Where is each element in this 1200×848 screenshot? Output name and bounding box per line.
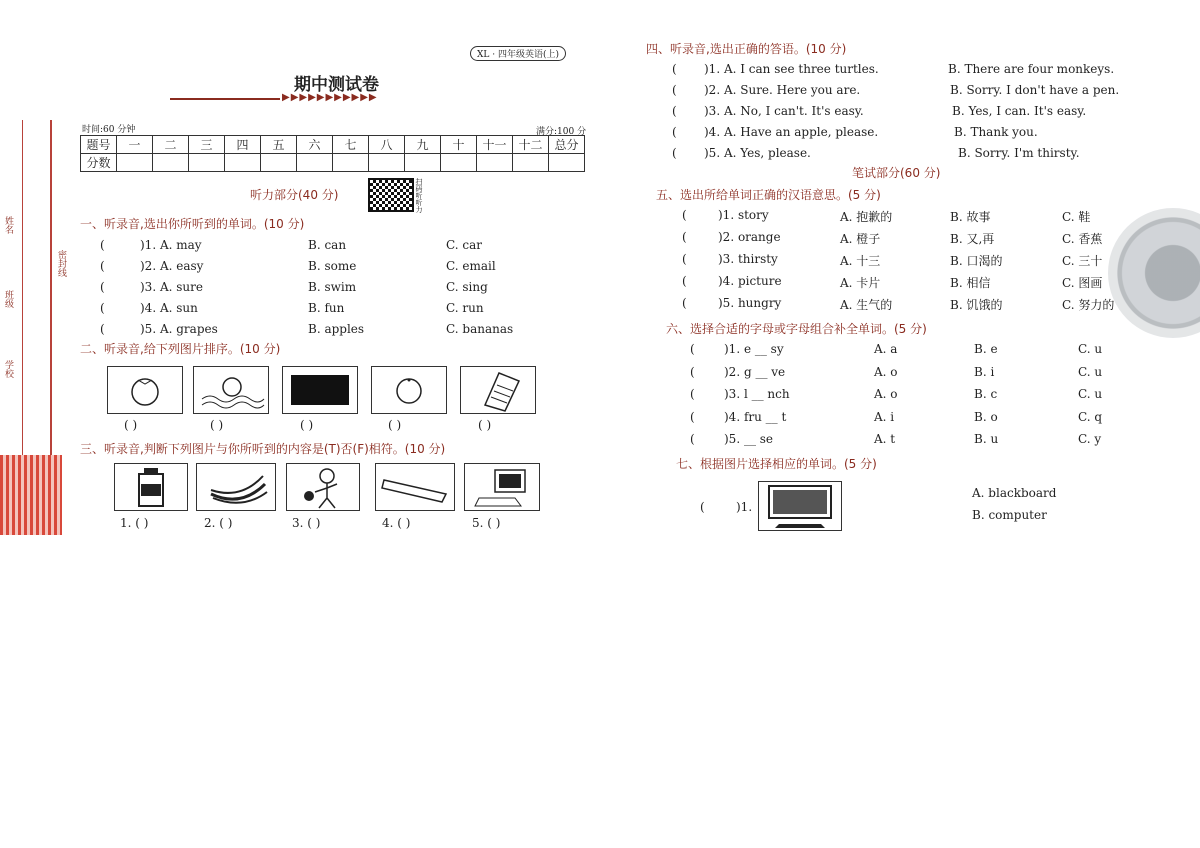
exam-time: 时间:60 分钟 <box>82 125 136 135</box>
blackboard-picture <box>282 366 358 414</box>
word: )2. orange <box>718 230 781 244</box>
option-b: B. u <box>974 432 999 446</box>
margin-label-school: 学校 <box>3 360 13 378</box>
option-a: A. t <box>874 432 896 446</box>
section-7-title: 七、根据图片选择相应的单词。(5 分) <box>676 457 877 471</box>
option-b: B. 相信 <box>950 276 991 290</box>
score-input-cell[interactable] <box>477 154 513 172</box>
option-a: A. 橙子 <box>840 232 881 246</box>
list-item <box>682 208 1152 230</box>
monitor-icon <box>759 482 841 530</box>
option-a: )1. A. may <box>140 238 202 252</box>
answer-paren[interactable]: ( <box>100 280 105 294</box>
judgement-answer-1[interactable]: 1. ( ) <box>120 516 149 530</box>
notebook-icon <box>461 367 535 413</box>
answer-paren[interactable]: ( <box>682 296 687 310</box>
list-item <box>682 274 1152 296</box>
judgement-answer-5[interactable]: 5. ( ) <box>472 516 501 530</box>
table-cell: 九 <box>405 136 441 154</box>
table-cell: 十二 <box>513 136 549 154</box>
boy-icon <box>287 464 359 510</box>
list-item <box>672 125 1152 146</box>
answer-paren[interactable]: ( ) <box>124 418 138 432</box>
option-a: )3. A. No, I can't. It's easy. <box>704 104 864 118</box>
list-item <box>690 410 1120 433</box>
table-cell: 二 <box>153 136 189 154</box>
score-table-header-row <box>81 136 585 154</box>
orange-picture <box>371 366 447 414</box>
score-input-cell[interactable] <box>225 154 261 172</box>
option-b: B. 饥饿的 <box>950 298 1003 312</box>
list-item <box>100 301 560 322</box>
answer-paren[interactable]: ( <box>682 230 687 244</box>
answer-paren[interactable]: ( <box>682 274 687 288</box>
table-cell: 十一 <box>477 136 513 154</box>
table-cell: 五 <box>261 136 297 154</box>
table-cell: 十 <box>441 136 477 154</box>
option-c: C. u <box>1078 387 1103 401</box>
option-a: A. o <box>874 364 898 379</box>
list-item <box>682 296 1152 318</box>
option-a: A. 卡片 <box>840 276 881 290</box>
answer-paren[interactable]: ( <box>682 208 687 222</box>
option-c: C. 香蕉 <box>1062 232 1103 246</box>
answer-paren[interactable]: ( <box>672 62 677 76</box>
word-blank: )3. l __ nch <box>724 387 790 401</box>
answer-paren[interactable]: ( ) <box>388 418 402 432</box>
option-b: B. e <box>974 342 998 356</box>
list-item <box>100 280 560 301</box>
section-3-title: 三、听录音,判断下列图片与你所听到的内容是(T)否(F)相符。(10 分) <box>80 442 446 456</box>
option-a: A. a <box>874 342 898 356</box>
listening-heading: 听力部分(40 分) <box>250 188 339 202</box>
option-a: A. 抱歉的 <box>840 210 893 224</box>
list-item <box>100 259 560 280</box>
option-b: B. computer <box>972 508 1047 522</box>
notebook-picture <box>460 366 536 414</box>
word-blank: )2. g __ ve <box>724 364 786 379</box>
score-input-cell[interactable] <box>333 154 369 172</box>
question-7-1: )1. <box>736 500 753 514</box>
option-b: B. Sorry. I don't have a pen. <box>950 83 1120 97</box>
answer-paren[interactable]: ( <box>100 322 105 336</box>
option-c: C. email <box>446 259 496 273</box>
word: )4. picture <box>718 274 782 288</box>
option-c: C. car <box>446 238 482 252</box>
bottle-icon <box>115 464 187 510</box>
bottle-picture <box>114 463 188 511</box>
title-arrow-decoration: ▶▶▶▶▶▶▶▶▶▶▶ <box>170 96 420 102</box>
list-item <box>672 104 1152 125</box>
answer-paren[interactable]: ( <box>100 259 105 273</box>
option-b: B. apples <box>308 322 365 336</box>
option-c: C. y <box>1078 432 1102 446</box>
section-2-title: 二、听录音,给下列图片排序。(10 分) <box>80 342 281 356</box>
answer-paren[interactable]: ( <box>690 409 695 424</box>
judgement-answer-3[interactable]: 3. ( ) <box>292 516 321 530</box>
option-b: B. 又,再 <box>950 232 995 246</box>
swimming-picture <box>193 366 269 414</box>
score-input-cell[interactable] <box>153 154 189 172</box>
list-item <box>672 62 1152 83</box>
section-6-title: 六、选择合适的字母或字母组合补全单词。(5 分) <box>666 322 927 336</box>
answer-paren[interactable]: ( <box>700 500 705 514</box>
option-c: C. u <box>1078 342 1103 356</box>
score-input-cell[interactable] <box>297 154 333 172</box>
bananas-icon <box>197 464 275 510</box>
computer-icon <box>465 464 539 510</box>
option-a: A. 十三 <box>840 254 881 268</box>
option-a: )5. A. grapes <box>140 322 218 336</box>
option-b: B. There are four monkeys. <box>948 62 1115 76</box>
word-blank: )1. e __ sy <box>724 342 784 356</box>
answer-paren[interactable]: ( ) <box>300 418 314 432</box>
option-b: B. Sorry. I'm thirsty. <box>958 146 1080 160</box>
option-b: B. c <box>974 387 998 401</box>
option-a: A. i <box>874 409 895 424</box>
swimmer-icon <box>194 367 268 413</box>
answer-paren[interactable]: ( <box>672 146 677 160</box>
score-input-cell[interactable] <box>369 154 405 172</box>
boy-basketball-picture <box>286 463 360 511</box>
option-c: C. u <box>1078 364 1103 379</box>
table-cell: 三 <box>189 136 225 154</box>
option-b: B. some <box>308 259 357 273</box>
word: )1. story <box>718 208 769 222</box>
word-blank: )4. fru __ t <box>724 409 787 424</box>
option-a: )4. A. sun <box>140 301 198 315</box>
table-cell: 八 <box>369 136 405 154</box>
answer-paren[interactable]: ( <box>690 432 695 446</box>
tomato-icon <box>108 367 182 413</box>
bananas-picture <box>196 463 276 511</box>
writing-heading: 笔试部分(60 分) <box>852 166 941 180</box>
computer-picture <box>464 463 540 511</box>
option-c: C. bananas <box>446 322 514 336</box>
word-blank: )5. __ se <box>724 432 774 446</box>
qr-code-icon[interactable] <box>368 178 414 212</box>
list-item <box>682 252 1152 274</box>
answer-paren[interactable]: ( <box>100 301 105 315</box>
option-b: B. o <box>974 409 998 424</box>
answer-paren[interactable]: ( <box>672 125 677 139</box>
answer-paren[interactable]: ( <box>672 83 677 97</box>
word: )5. hungry <box>718 296 782 310</box>
option-a: )2. A. easy <box>140 259 204 273</box>
judgement-answer-2[interactable]: 2. ( ) <box>204 516 233 530</box>
list-item <box>690 365 1120 388</box>
answer-paren[interactable]: ( <box>690 387 695 401</box>
option-c: C. 图画 <box>1062 276 1103 290</box>
list-item <box>100 238 560 259</box>
option-b: B. 故事 <box>950 210 991 224</box>
option-a: )5. A. Yes, please. <box>704 146 811 160</box>
option-b: B. can <box>308 238 347 252</box>
score-input-cell[interactable] <box>441 154 477 172</box>
section-4-title: 四、听录音,选出正确的答语。(10 分) <box>646 42 847 56</box>
tomato-picture <box>107 366 183 414</box>
margin-label-name: 姓名 <box>3 216 13 234</box>
section-4-list <box>672 62 1152 167</box>
margin-label-class: 班级 <box>3 290 13 308</box>
option-a: A. o <box>874 387 898 401</box>
answer-paren[interactable]: ( <box>100 238 105 252</box>
list-item <box>672 83 1152 104</box>
table-cell: 六 <box>297 136 333 154</box>
option-c: C. 三十 <box>1062 254 1103 268</box>
answer-paren[interactable]: ( <box>690 364 695 379</box>
score-table <box>80 135 585 172</box>
ruler-icon <box>376 464 454 510</box>
table-cell: 分数 <box>81 154 117 172</box>
section-5-list <box>682 208 1152 318</box>
list-item <box>690 342 1120 365</box>
red-stripes-decoration <box>0 455 62 535</box>
option-c: C. run <box>446 301 484 315</box>
list-item <box>690 432 1120 455</box>
full-score: 满分:100 分 <box>536 127 587 137</box>
option-b: B. Thank you. <box>954 125 1038 139</box>
answer-paren[interactable]: ( <box>672 104 677 118</box>
orange-icon <box>372 367 446 413</box>
option-b: B. fun <box>308 301 345 315</box>
answer-paren[interactable]: ( ) <box>210 418 224 432</box>
option-c: C. 努力的 <box>1062 298 1115 312</box>
table-cell: 一 <box>117 136 153 154</box>
option-c: C. 鞋 <box>1062 210 1091 224</box>
list-item <box>690 387 1120 410</box>
judgement-answer-4[interactable]: 4. ( ) <box>382 516 411 530</box>
margin-label-seal-line: 密封线 <box>56 250 66 277</box>
option-b: B. Yes, I can. It's easy. <box>952 104 1087 118</box>
answer-paren[interactable]: ( ) <box>478 418 492 432</box>
score-input-cell[interactable] <box>117 154 153 172</box>
word: )3. thirsty <box>718 252 778 266</box>
option-c: C. sing <box>446 280 488 294</box>
ruler-picture <box>375 463 455 511</box>
option-a: )1. A. I can see three turtles. <box>704 62 879 76</box>
score-input-cell[interactable] <box>261 154 297 172</box>
option-a: )4. A. Have an apple, please. <box>704 125 879 139</box>
option-a: A. 生气的 <box>840 298 893 312</box>
table-cell: 七 <box>333 136 369 154</box>
option-c: C. q <box>1078 409 1103 424</box>
table-cell: 四 <box>225 136 261 154</box>
page-title: 期中测试卷 <box>294 75 379 95</box>
series-tag: XL · 四年级英语(上) <box>470 46 566 61</box>
score-input-cell[interactable] <box>513 154 549 172</box>
answer-paren[interactable]: ( <box>682 252 687 266</box>
option-a: A. blackboard <box>972 486 1057 500</box>
monitor-picture <box>758 481 842 531</box>
section-1-list <box>100 238 560 343</box>
score-input-cell[interactable] <box>189 154 225 172</box>
option-b: B. swim <box>308 280 357 294</box>
score-table-score-row <box>81 154 585 172</box>
option-a: )3. A. sure <box>140 280 203 294</box>
section-6-list <box>690 342 1120 455</box>
qr-label: 扫码听听力 <box>415 178 423 213</box>
option-b: B. i <box>974 364 995 379</box>
option-a: )2. A. Sure. Here you are. <box>704 83 861 97</box>
score-input-cell[interactable] <box>405 154 441 172</box>
option-b: B. 口渴的 <box>950 254 1003 268</box>
section-5-title: 五、选出所给单词正确的汉语意思。(5 分) <box>656 188 881 202</box>
table-cell: 题号 <box>81 136 117 154</box>
score-input-cell[interactable] <box>549 154 585 172</box>
table-cell: 总分 <box>549 136 585 154</box>
list-item <box>682 230 1152 252</box>
blackboard-icon <box>283 367 357 413</box>
section-1-title: 一、听录音,选出你所听到的单词。(10 分) <box>80 217 305 231</box>
answer-paren[interactable]: ( <box>690 342 695 356</box>
